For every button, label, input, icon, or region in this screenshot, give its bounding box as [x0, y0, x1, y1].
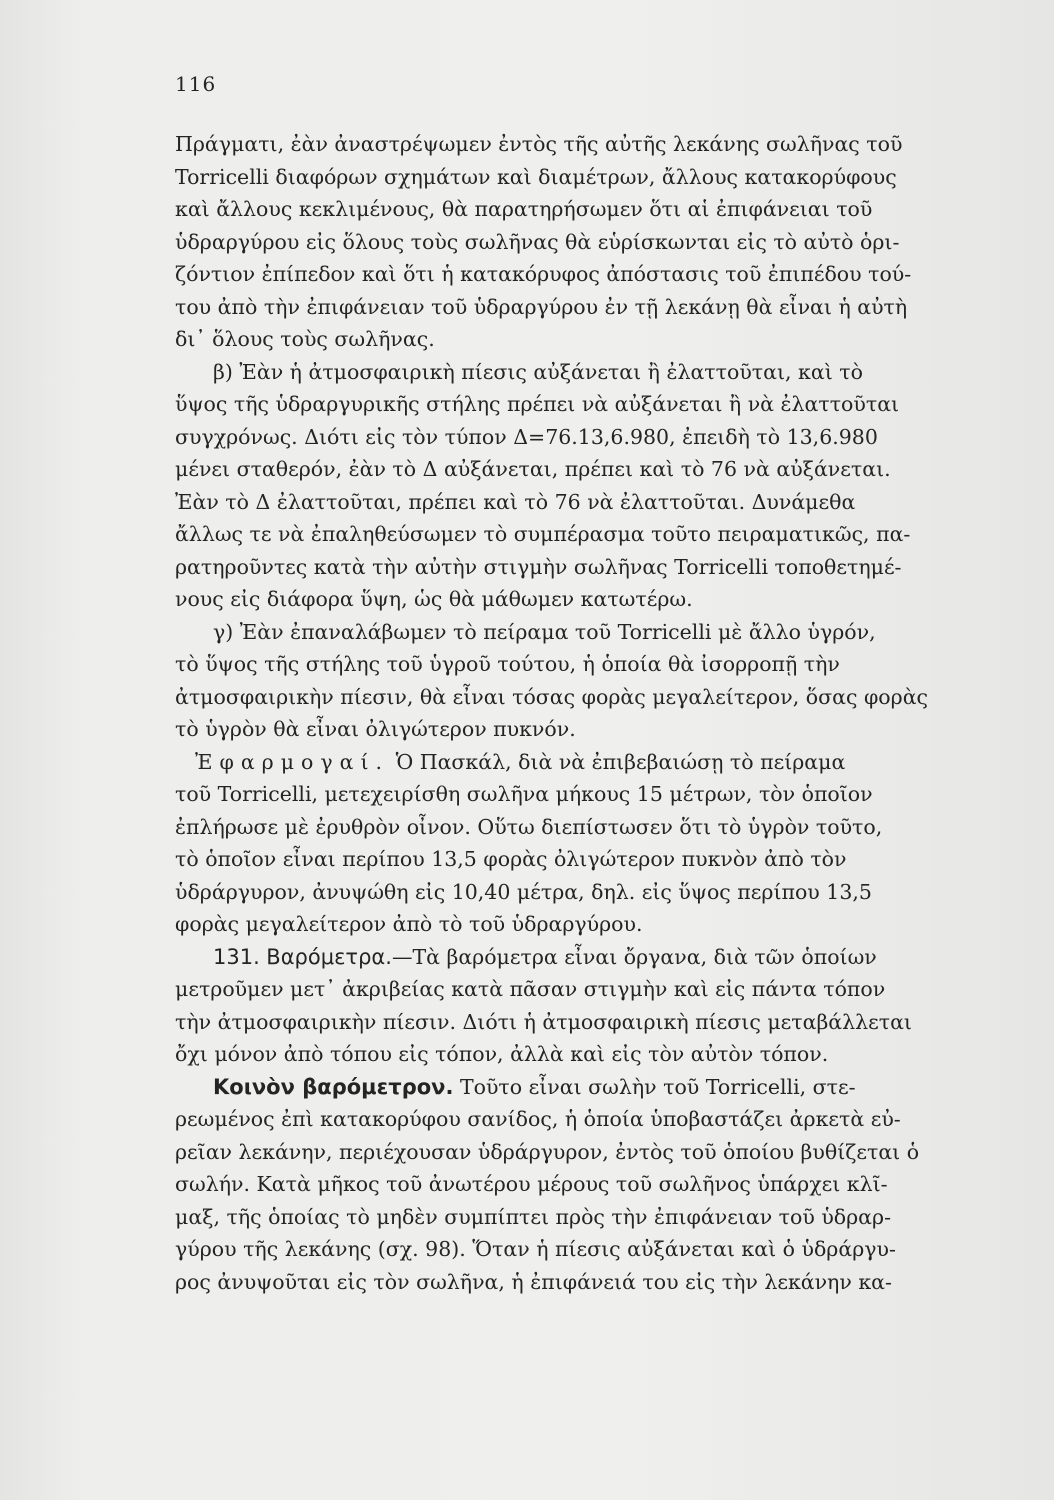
subsection-heading-line [175, 1071, 1020, 1104]
section-heading-line [175, 941, 1020, 974]
text-line: ὄχι μόνον ἀπὸ τόπου εἰς τόπον, ἀλλὰ καὶ εἰς τὸν αὐτὸν τόπον. [175, 1042, 829, 1066]
text-line: φορὰς μεγαλείτερον ἀπὸ τὸ τοῦ ὑδραργύρου. [175, 912, 643, 936]
text-line: ἀτμοσφαιρικὴν πίεσιν, θὰ εἶναι τόσας φορὰς μεγαλείτερον, ὅσας φορὰς [175, 684, 929, 709]
applications-heading: Ἐφαρμογαί. [195, 749, 390, 774]
text-line: του ἀπὸ τὴν ἐπιφάνειαν τοῦ ὑδραργύρου ἐν τῇ λεκάνῃ θὰ εἶναι ἡ αὐτὴ [175, 294, 908, 319]
text-line: νους εἰς διάφορα ὕψη, ὡς θὰ μάθωμεν κατωτέρω. [175, 587, 693, 611]
text-line: ρεωμένος ἐπὶ κατακορύφου σανίδος, ἡ ὁποία ὑποβαστάζει ἀρκετὰ εὐ- [175, 1107, 901, 1131]
text-line: ἄλλως τε νὰ ἐπαληθεύσωμεν τὸ συμπέρασμα τοῦτο πειραματικῶς, πα- [175, 522, 911, 546]
text-line: καὶ ἄλλους κεκλιμένους, θὰ παρατηρήσωμεν ὅτι αἱ ἐπιφάνειαι τοῦ [175, 197, 873, 221]
text-line: τὴν ἀτμοσφαιρικὴν πίεσιν. Διότι ἡ ἀτμοσφαιρικὴ πίεσις μεταβάλλεται [175, 1009, 912, 1034]
text-line: β) Ἐὰν ἡ ἀτμοσφαιρικὴ πίεσις αὐξάνεται ἢ ἐλαττοῦται, καὶ τὸ [213, 359, 863, 384]
page-number: 116 [175, 72, 217, 96]
section-number: 131. [213, 944, 260, 969]
text-line: Ἐὰν τὸ Δ ἐλαττοῦται, πρέπει καὶ τὸ 76 νὰ ἐλαττοῦται. Δυνάμεθα [175, 489, 856, 514]
text-line: τὸ ὑγρὸν θὰ εἶναι ὀλιγώτερον πυκνόν. [175, 717, 576, 741]
text-line: τὸ ὕψος τῆς στήλης τοῦ ὑγροῦ τούτου, ἡ ὁποία θὰ ἰσορροπῇ τὴν [175, 652, 840, 676]
section-title: Βαρόμετρα. [266, 944, 392, 969]
text-line: γύρου τῆς λεκάνης (σχ. 98). Ὅταν ἡ πίεσις αὐξάνεται καὶ ὁ ὑδράργυ- [175, 1237, 896, 1261]
subsection-heading: Κοινὸν βαρόμετρον. [213, 1074, 454, 1099]
text-line: ρατηροῦντες κατὰ τὴν αὐτὴν στιγμὴν σωλῆνας Torricelli τοποθετημέ- [175, 554, 902, 579]
text-line: ὑδράργυρον, ἀνυψώθη εἰς 10,40 μέτρα, δηλ. εἰς ὕψος περίπου 13,5 [175, 879, 872, 904]
applications-paragraph [175, 746, 1020, 779]
text-line: Πράγματι, ἐὰν ἀναστρέψωμεν ἐντὸς τῆς αὐτῆς λεκάνης σωλῆνας τοῦ [175, 132, 903, 156]
text-line: ζόντιον ἐπίπεδον καὶ ὅτι ἡ κατακόρυφος ἀπόστασις τοῦ ἐπιπέδου τού- [175, 262, 912, 286]
text-line: ρεῖαν λεκάνην, περιέχουσαν ὑδράργυρον, ἐντὸς τοῦ ὁποίου βυθίζεται ὁ [175, 1139, 920, 1164]
text-line: Torricelli διαφόρων σχημάτων καὶ διαμέτρων, ἄλλους κατακορύφους [175, 164, 897, 189]
text-line: συγχρόνως. Διότι εἰς τὸν τύπον Δ=76.13,6.980, ἐπειδὴ τὸ 13,6.980 [175, 424, 878, 449]
text-line: ρος ἀνυψοῦται εἰς τὸν σωλῆνα, ἡ ἐπιφάνειά του εἰς τὴν λεκάνην κα- [175, 1269, 892, 1294]
text-line: μετροῦμεν μετ᾽ ἀκριβείας κατὰ πᾶσαν στιγμὴν καὶ εἰς πάντα τόπον [175, 977, 886, 1001]
text-line: δι᾽ ὅλους τοὺς σωλῆνας. [175, 327, 435, 351]
text-line: σωλήν. Κατὰ μῆκος τοῦ ἀνωτέρου μέρους τοῦ σωλῆνος ὑπάρχει κλῖ- [175, 1172, 888, 1196]
text-line: μαξ, τῆς ὁποίας τὸ μηδὲν συμπίπτει πρὸς τὴν ἐπιφάνειαν τοῦ ὑδραρ- [175, 1204, 892, 1229]
body-text [175, 128, 1020, 1298]
text-line: τοῦ Torricelli, μετεχειρίσθη σωλῆνα μήκους 15 μέτρων, τὸν ὁποῖον [175, 782, 873, 806]
text-line: ὕψος τῆς ὑδραργυρικῆς στήλης πρέπει νὰ αὐξάνεται ἢ νὰ ἐλαττοῦται [175, 392, 900, 416]
text-fragment: —Τὰ βαρόμετρα εἶναι ὄργανα, διὰ τῶν ὁποίων [391, 944, 877, 969]
text-line: γ) Ἐὰν ἐπαναλάβωμεν τὸ πείραμα τοῦ Torricelli μὲ ἄλλο ὑγρόν, [213, 619, 876, 644]
text-fragment: Τοῦτο εἶναι σωλὴν τοῦ Torricelli, στε- [453, 1074, 856, 1099]
text-fragment: Ὁ Πασκάλ, διὰ νὰ ἐπιβεβαιώσῃ τὸ πείραμα [389, 749, 846, 774]
text-line: ἐπλήρωσε μὲ ἐρυθρὸν οἶνον. Οὕτω διεπίστωσεν ὅτι τὸ ὑγρὸν τοῦτο, [175, 814, 883, 839]
text-line: μένει σταθερόν, ἐὰν τὸ Δ αὐξάνεται, πρέπει καὶ τὸ 76 νὰ αὐξάνεται. [175, 457, 891, 481]
text-line: τὸ ὁποῖον εἶναι περίπου 13,5 φορὰς ὀλιγώτερον πυκνὸν ἀπὸ τὸν [175, 847, 847, 871]
text-line: ὑδραργύρου εἰς ὅλους τοὺς σωλῆνας θὰ εὑρίσκωνται εἰς τὸ αὐτὸ ὁρι- [175, 229, 900, 254]
